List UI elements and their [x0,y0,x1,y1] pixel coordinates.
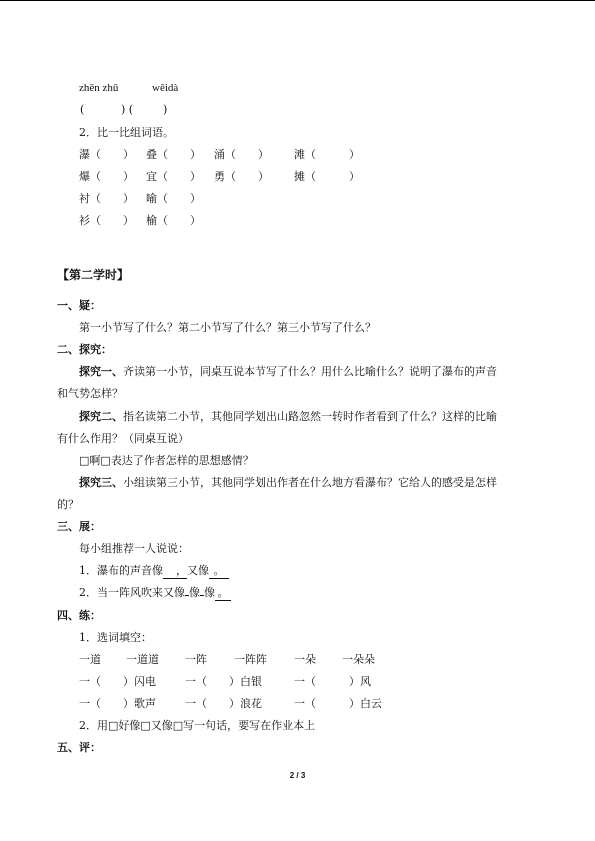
section-3-intro: 每小组推荐一人说说： [79,542,189,555]
word-option: 一阵阵 [234,653,267,666]
show-line-2-like-b: 像 [204,586,215,599]
word-option: 一阵 [185,653,207,666]
char-item: 涌（ ） [214,148,269,161]
fill-item: 一（ ）浪花 [185,697,262,710]
pinyin-zhenzhu: zhēn zhū [79,82,119,94]
char-item: 滩（ ） [294,148,360,161]
explore-1-continuation: 和气势怎样？ [57,387,123,400]
pinyin-weida: wēidà [152,82,179,94]
word-option: 一朵朵 [342,653,375,666]
answer-bracket-middle: ) ( [121,103,134,116]
explore-1-label: 探究一、 [79,365,123,378]
top-border-line [0,0,595,1]
fill-item: 一（ ）歌声 [79,697,156,710]
fill-blank: 。 [215,584,231,601]
char-item: 衫（ ） [79,214,134,227]
exercise-1-title: 1．选词填空： [79,631,152,644]
char-item: 爆（ ） [79,170,134,183]
show-line-1-middle: 又像 [187,564,209,577]
section-2-heading: 二、探究： [57,343,112,356]
show-line-2-like-a: 像 [189,586,200,599]
explore-2-label: 探究二、 [79,410,123,423]
show-line-1-prefix: 1．瀑布的声音像 [79,564,163,577]
fill-item: 一（ ）白云 [294,697,382,710]
show-line-1 [79,562,229,579]
explore-3-text: 小组读第三小节，其他同学划出作者在什么地方看瀑布？它给人的感受是怎样 [123,476,497,489]
question-2-title: 2．比一比组词语。 [79,126,174,139]
explore-2-continuation: 有什么作用？（同桌互说） [57,432,189,445]
explore-2-line [79,408,497,424]
section-4-heading: 四、练： [57,609,101,622]
char-item: 叠（ ） [146,148,201,161]
page-number: 2 / 3 [289,771,306,780]
answer-bracket-open: ( [80,103,85,116]
char-item: 宜（ ） [146,170,201,183]
explore-3-label: 探究三、 [79,476,123,489]
exercise-2-text: 2．用□好像□又像□写一句话，要写在作业本上 [79,719,316,732]
section-1-heading: 一、疑： [57,299,101,312]
show-line-2-prefix: 2．当一阵风吹来又像 [79,586,185,599]
explore-2-extra: □啊□表达了作者怎样的思想感情？ [79,454,254,467]
section-3-heading: 三、展： [57,520,101,533]
char-item: 喻（ ） [146,192,201,205]
fill-blank: 。 [209,562,229,579]
show-line-2 [79,584,231,601]
word-option: 一道 [79,653,101,666]
fill-blank: ， [163,562,187,579]
answer-bracket-close: ) [163,103,168,116]
section-1-text: 第一小节写了什么？第二小节写了什么？第三小节写了什么？ [79,321,376,334]
word-option: 一道道 [126,653,159,666]
char-item: 榆（ ） [146,214,201,227]
explore-1-line [79,363,497,379]
section-5-heading: 五、评： [57,741,101,754]
explore-2-text: 指名读第二小节，其他同学划出山路忽然一转时作者看到了什么？这样的比喻 [123,410,497,423]
explore-1-text: 齐读第一小节，同桌互说本节写了什么？用什么比喻什么？说明了瀑布的声音 [123,365,497,378]
fill-item: 一（ ）风 [294,675,371,688]
section-title: 【第二学时】 [57,268,130,282]
fill-item: 一（ ）白银 [185,675,262,688]
fill-item: 一（ ）闪电 [79,675,156,688]
explore-3-continuation: 的？ [57,498,79,511]
explore-3-line [79,474,497,490]
char-item: 瀑（ ） [79,148,134,161]
char-item: 摊（ ） [294,170,360,183]
char-item: 衬（ ） [79,192,134,205]
char-item: 勇（ ） [214,170,269,183]
word-option: 一朵 [294,653,316,666]
